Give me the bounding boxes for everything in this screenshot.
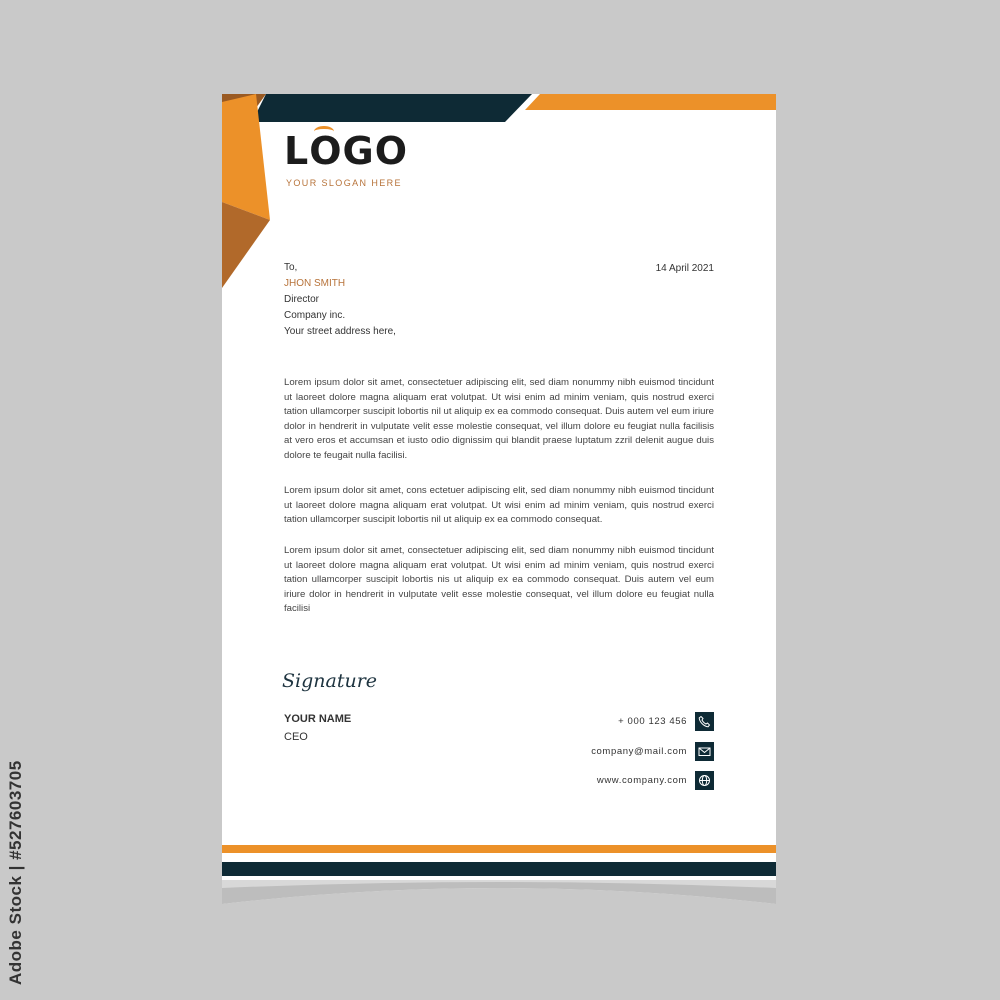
body-paragraph-2: Lorem ipsum dolor sit amet, cons ectetuer adipiscing elit, sed diam nonummy nibh euismod tincidunt ut laoreet dolore magna aliquam erat volutpat. Ut wisi enim ad minim veniam, quis nostrud exerci tation ullamcorper suscipit lobortis nil ut aliquip ex ea commodo consequat. — [284, 485, 714, 526]
signer-name: YOUR NAME — [284, 713, 352, 725]
logo-slogan: YOUR SLOGAN HERE — [286, 178, 402, 188]
signature-script: Signature — [282, 670, 378, 692]
recipient-name: JHON SMITH — [284, 278, 346, 289]
body-paragraph-3: Lorem ipsum dolor sit amet, consectetuer adipiscing elit, sed diam nonummy nibh euismod tincidunt ut laoreet dolore magna aliquam erat volutpat. Ut wisi enim ad minim veniam, quis nostrud exerci tation ullamcorper suscipit lobortis nis ut aliquip ex ea commodo consequat. Duis autem vel eum iriure dolor in hendrerit in vulputate velit esse molestie consequat, vel illum dolore eu feugiat nulla facilisi — [284, 545, 714, 615]
letterhead-sheet — [222, 94, 776, 858]
contact-email-text: company@mail.com — [591, 746, 687, 757]
phone-icon — [695, 712, 714, 731]
body-paragraph-1: Lorem ipsum dolor sit amet, consectetuer adipiscing elit, sed diam nonummy nibh euismod tincidunt ut laoreet dolore magna aliquam erat volutpat. Ut wisi enim ad minim veniam, quis nostrud exerci tation ullamcorper suscipit lobortis nil ut aliquip ex ea commodo consequat. Duis autem vel eum iriure dolor in hendrerit in vulputate velit esse molestie consequat, vel illum dolore eu feugiat nulla facilisis at vero eros et accumsan et iusto odio dignissim qui blandit praese luptatum zzril delenit augue duis dolore te feugait nulla facilisi. — [284, 377, 714, 461]
stock-id-watermark: Adobe Stock | #527603705 — [6, 760, 25, 985]
letter-date: 14 April 2021 — [655, 263, 714, 274]
footer-curl-decoration — [222, 858, 776, 908]
contact-phone — [618, 712, 714, 731]
contact-phone-text: + 000 123 456 — [618, 716, 687, 727]
recipient-title: Director — [284, 294, 320, 305]
globe-icon — [695, 771, 714, 790]
mail-icon — [695, 742, 714, 761]
contact-website — [597, 771, 714, 790]
logo-wordmark: LOGO — [284, 129, 409, 173]
recipient-company: Company inc. — [284, 310, 346, 321]
logo-o-glyph: O — [309, 129, 343, 173]
contact-website-text: www.company.com — [596, 775, 687, 786]
footer-orange-bar — [222, 845, 776, 853]
contact-email — [591, 742, 714, 761]
recipient-address: Your street address here, — [284, 326, 396, 337]
recipient-greeting: To, — [284, 262, 298, 273]
signer-role: CEO — [284, 731, 308, 743]
